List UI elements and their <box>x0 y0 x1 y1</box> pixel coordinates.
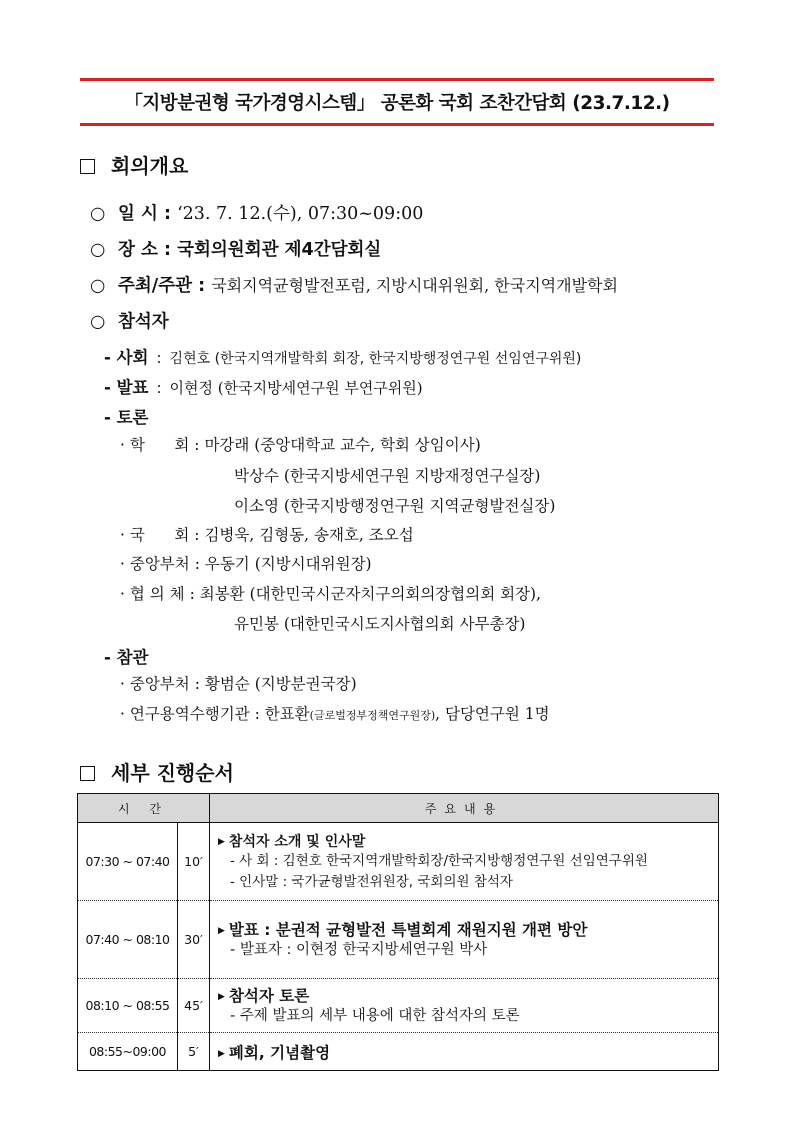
datetime-value: ‘23. 7. 12.(수), 07:30~09:00 <box>177 204 424 224</box>
attendee-discussion: - 토론 <box>104 408 149 427</box>
row-content <box>210 1033 719 1071</box>
overview-datetime: ○ 일 시 : ‘23. 7. 12.(수), 07:30~09:00 <box>90 204 424 224</box>
chair-label: 사회 <box>116 348 149 367</box>
presenter-label: 발표 <box>116 378 149 397</box>
square-bullet-icon <box>80 159 95 174</box>
header-time: 시 간 <box>78 794 210 823</box>
attendee-presenter: - 발표 : 이현정 (한국지방세연구원 부연구위원) <box>104 378 423 397</box>
attendee-chair: - 사회 : 김현호 (한국지역개발학회 회장, 한국지방행정연구원 선임연구위원) <box>104 348 582 367</box>
row-time: 07:30 ~ 07:40 <box>78 823 178 901</box>
council-member-1: 최봉환 (대한민국시군자치구의회의장협의회 회장), <box>199 585 542 603</box>
academic-member-2: 박상수 (한국지방세연구원 지방재정연구실장) <box>234 467 541 485</box>
row-content <box>210 823 719 901</box>
overview-attendees <box>90 308 169 333</box>
row-time: 07:40 ~ 08:10 <box>78 901 178 979</box>
section-schedule-title: 세부 진행순서 <box>111 761 234 785</box>
discussion-academic: · 학 회 : 마강래 (중앙대학교 교수, 학회 상임이사) <box>120 433 481 455</box>
discussion-council: · 협 의 체 : 최봉환 (대한민국시군자치구의회의장협의회 회장), <box>120 582 541 604</box>
obs-research-affiliation: (글로벌정부정책연구원장) <box>309 709 436 722</box>
row-content <box>210 901 719 979</box>
obs-research-rest: , 담당연구원 1명 <box>435 705 550 723</box>
row-detail: - 주제 발표의 세부 내용에 대한 참석자의 토론 <box>230 1008 520 1024</box>
obs-research-name: 한표환 <box>264 705 310 723</box>
section-overview-title: 회의개요 <box>111 154 189 178</box>
place-label: 장 소 <box>118 240 158 260</box>
chair-value: 김현호 (한국지역개발학회 회장, 한국지방행정연구원 선임연구위원) <box>169 351 582 367</box>
header-content: 주요내용 <box>210 794 719 823</box>
overview-host: ○ 주최/주관 : 국회지역균형발전포럼, 지방시대위원회, 한국지역개발학회 <box>90 276 618 296</box>
row-title: 발표 : 분권적 균형발전 특별회계 재원지원 개편 방안 <box>228 921 588 939</box>
title-bar <box>80 78 714 126</box>
row-title: 참석자 소개 및 인사말 <box>228 833 366 850</box>
attendees-label: 참석자 <box>118 312 169 332</box>
circle-bullet: ○ <box>90 240 106 260</box>
row-duration: 10′ <box>178 823 210 901</box>
place-value: 국회의원회관 제4간담회실 <box>177 240 382 260</box>
circle-bullet: ○ <box>90 312 106 332</box>
observer-ministry: · 중앙부처 : 황범순 (지방분권국장) <box>120 672 357 694</box>
row-duration: 45′ <box>178 979 210 1033</box>
document-title: 「지방분권형 국가경영시스템」 공론화 국회 조찬간담회 (23.7.12.) <box>124 93 670 114</box>
row-time: 08:10 ~ 08:55 <box>78 979 178 1033</box>
datetime-label: 일 시 <box>118 204 158 224</box>
discussion-label: 토론 <box>116 408 149 427</box>
row-detail: - 사 회 : 김현호 한국지역개발학회장/한국지방행정연구원 선임연구위원 <box>230 852 648 869</box>
row-content <box>210 979 719 1033</box>
obs-ministry-value: 황범순 (지방분권국장) <box>204 675 357 693</box>
host-label: 주최/주관 <box>118 276 193 296</box>
ministry-label: 중앙부처 <box>129 555 190 573</box>
assembly-label: 국 회 <box>129 526 190 544</box>
row-title: 폐회, 기념촬영 <box>228 1043 331 1062</box>
triangle-bullet-icon: ▶ <box>218 992 225 1002</box>
row-duration: 5′ <box>178 1033 210 1071</box>
row-duration: 30′ <box>178 901 210 979</box>
schedule-row <box>78 901 719 979</box>
attendee-observer: - 참관 <box>104 648 149 667</box>
assembly-value: 김병욱, 김형동, 송재호, 조오섭 <box>204 526 414 544</box>
row-time: 08:55~09:00 <box>78 1033 178 1071</box>
triangle-bullet-icon: ▶ <box>218 1048 225 1059</box>
schedule-row <box>78 1033 719 1071</box>
triangle-bullet-icon: ▶ <box>218 926 225 936</box>
academic-member-1: 마강래 (중앙대학교 교수, 학회 상임이사) <box>204 436 481 454</box>
obs-ministry-label: 중앙부처 <box>129 675 190 693</box>
circle-bullet: ○ <box>90 276 106 296</box>
overview-place: ○ 장 소 : 국회의원회관 제4간담회실 <box>90 240 382 260</box>
square-bullet-icon <box>80 766 95 781</box>
section-schedule-heading <box>80 757 234 786</box>
host-value: 국회지역균형발전포럼, 지방시대위원회, 한국지역개발학회 <box>211 276 618 295</box>
obs-research-label: 연구용역수행기관 <box>129 705 250 723</box>
council-label: 협 의 체 <box>129 585 185 603</box>
schedule-table <box>77 793 719 1071</box>
row-detail: - 발표자 : 이현정 한국지방세연구원 박사 <box>230 942 488 958</box>
observer-research: · 연구용역수행기관 : 한표환(글로벌정부정책연구원장), 담당연구원 1명 <box>120 702 550 724</box>
discussion-assembly: · 국 회 : 김병욱, 김형동, 송재호, 조오섭 <box>120 523 414 545</box>
schedule-row <box>78 823 719 901</box>
ministry-value: 우동기 (지방시대위원장) <box>204 555 372 573</box>
row-title: 참석자 토론 <box>228 987 310 1005</box>
circle-bullet: ○ <box>90 204 106 224</box>
schedule-row <box>78 979 719 1033</box>
section-overview-heading <box>80 150 188 179</box>
row-detail: - 인사말 : 국가균형발전위원장, 국회의원 참석자 <box>230 873 513 890</box>
discussion-ministry: · 중앙부처 : 우동기 (지방시대위원장) <box>120 552 372 574</box>
presenter-value: 이현정 (한국지방세연구원 부연구위원) <box>169 379 423 397</box>
triangle-bullet-icon: ▶ <box>218 836 225 847</box>
council-member-2: 유민봉 (대한민국시도지사협의회 사무총장) <box>234 615 526 633</box>
academic-label: 학 회 <box>129 436 190 454</box>
schedule-header-row <box>78 794 719 823</box>
academic-member-3: 이소영 (한국지방행정연구원 지역균형발전실장) <box>234 497 556 515</box>
observer-label: 참관 <box>116 648 149 667</box>
